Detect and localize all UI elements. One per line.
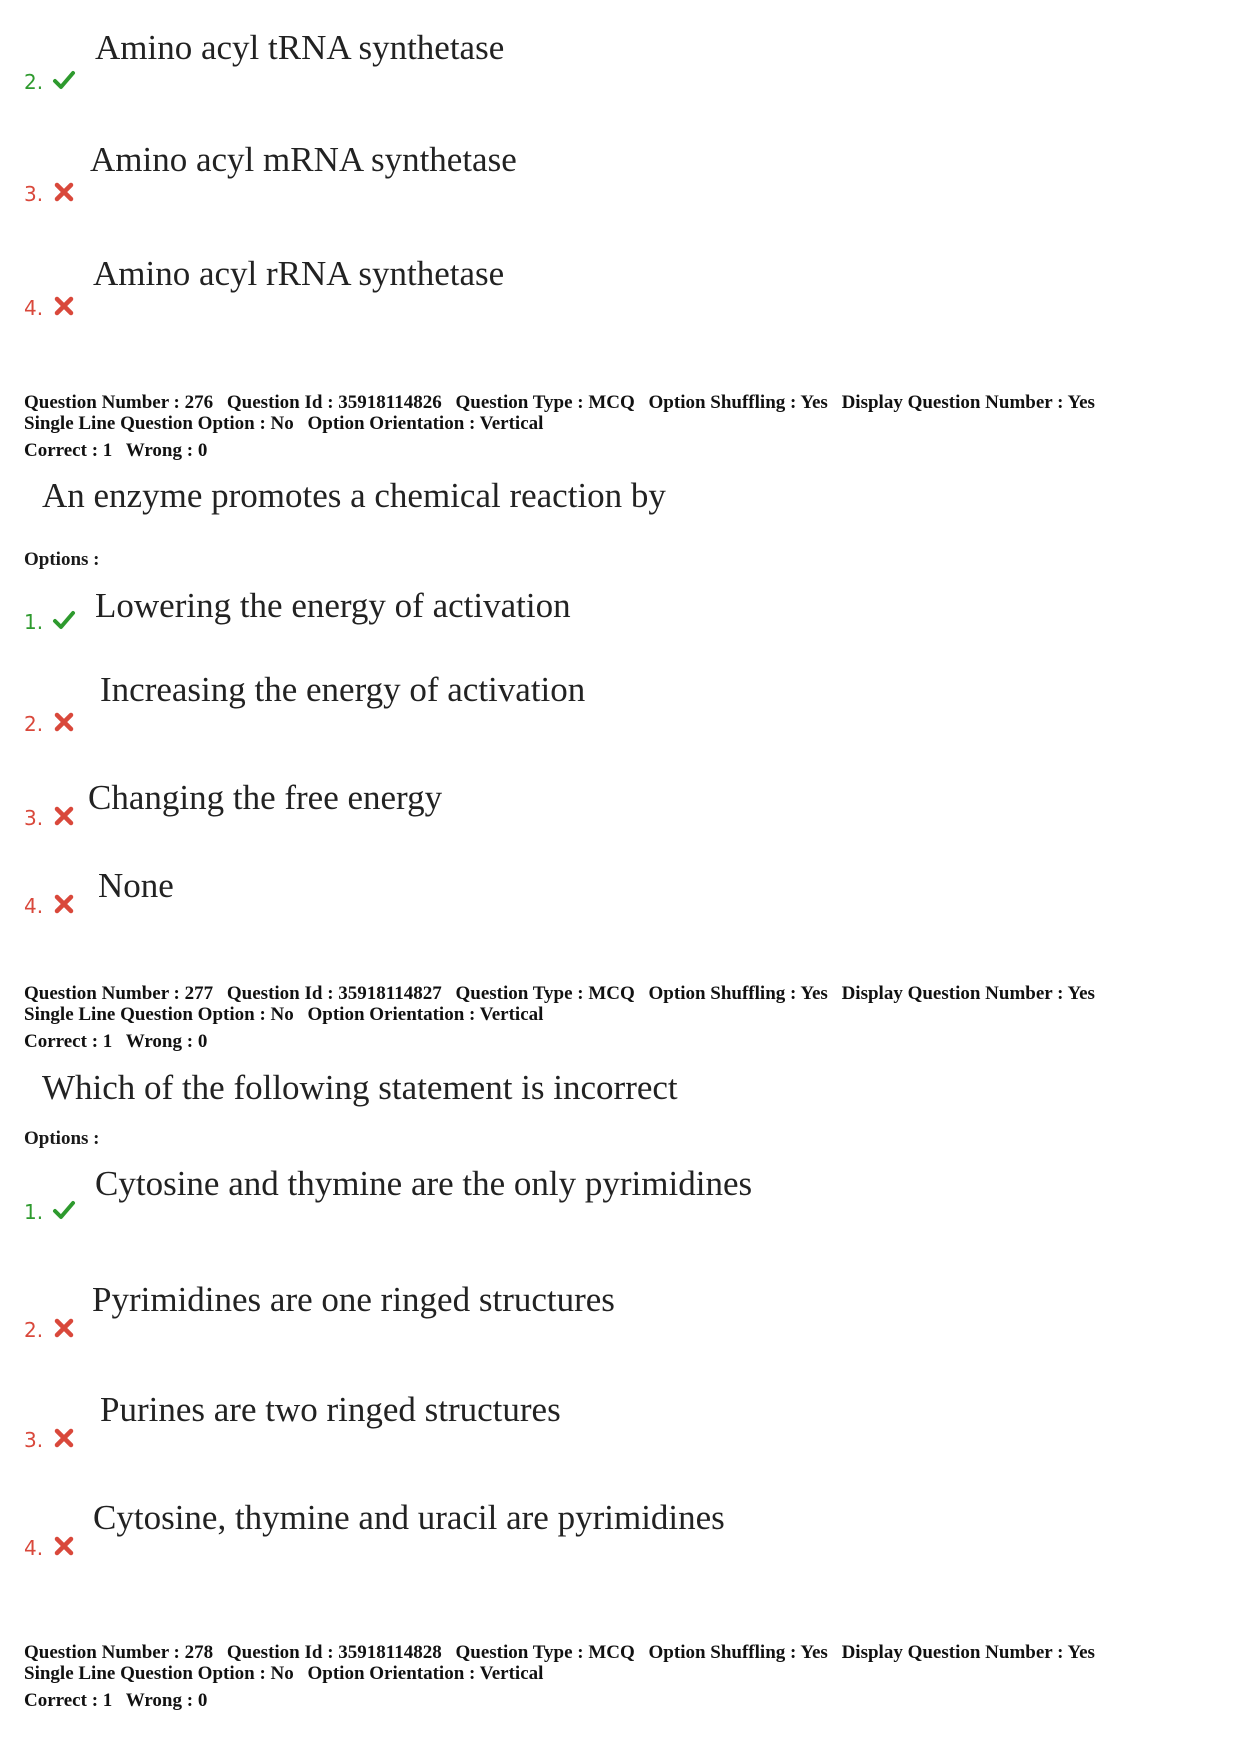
display-question-number: Display Question Number : Yes: [841, 983, 1095, 1004]
option-text: Purines are two ringed structures: [100, 1390, 561, 1429]
option-row: [0, 20, 1240, 100]
cross-icon: [52, 1426, 76, 1450]
option-shuffling: Option Shuffling : Yes: [648, 392, 828, 413]
option-text: Changing the free energy: [88, 778, 443, 817]
question-type: Question Type : MCQ: [455, 1642, 635, 1663]
option-row: [0, 246, 1240, 326]
single-line-option: Single Line Question Option : No: [24, 1663, 294, 1684]
option-row: [0, 1494, 1240, 1574]
option-row: [0, 1276, 1240, 1356]
cross-icon: [52, 1534, 76, 1558]
cross-icon: [52, 804, 76, 828]
display-question-number: Display Question Number : Yes: [841, 1642, 1095, 1663]
question-type: Question Type : MCQ: [455, 983, 635, 1004]
option-number: 4.: [24, 296, 44, 320]
wrong-marks: Wrong : 0: [125, 1690, 208, 1711]
option-text: Amino acyl tRNA synthetase: [95, 28, 505, 67]
option-row: [0, 1386, 1240, 1466]
question-marks: [24, 1690, 216, 1711]
option-text: Amino acyl mRNA synthetase: [90, 140, 517, 179]
correct-marks: Correct : 1: [24, 1031, 113, 1052]
check-icon: [52, 68, 76, 92]
option-row: [0, 866, 1240, 946]
question-number: Question Number : 278: [24, 1642, 214, 1663]
option-text: None: [98, 866, 174, 905]
option-shuffling: Option Shuffling : Yes: [648, 1642, 828, 1663]
option-number: 1.: [24, 1200, 44, 1224]
option-number: 3.: [24, 182, 44, 206]
option-text: Cytosine and thymine are the only pyrimidines: [95, 1164, 753, 1203]
question-number: Question Number : 276: [24, 392, 214, 413]
option-number: 2.: [24, 712, 44, 736]
option-text: Amino acyl rRNA synthetase: [93, 254, 505, 293]
check-icon: [52, 1198, 76, 1222]
option-orientation: Option Orientation : Vertical: [307, 1004, 544, 1025]
option-number: 4.: [24, 894, 44, 918]
option-row: [0, 670, 1240, 750]
display-question-number: Display Question Number : Yes: [841, 392, 1095, 413]
wrong-marks: Wrong : 0: [125, 440, 208, 461]
option-number: 3.: [24, 806, 44, 830]
option-row: [0, 1160, 1240, 1240]
question-stem: An enzyme promotes a chemical reaction by: [42, 476, 666, 515]
option-row: [0, 582, 1240, 662]
option-text: Cytosine, thymine and uracil are pyrimidines: [93, 1498, 725, 1537]
option-text: Lowering the energy of activation: [95, 586, 571, 625]
option-number: 3.: [24, 1428, 44, 1452]
option-shuffling: Option Shuffling : Yes: [648, 983, 828, 1004]
question-number: Question Number : 277: [24, 983, 214, 1004]
options-label: Options :: [24, 549, 100, 570]
option-number: 2.: [24, 1318, 44, 1342]
option-row: [0, 778, 1240, 858]
correct-marks: Correct : 1: [24, 440, 113, 461]
cross-icon: [52, 294, 76, 318]
option-number: 2.: [24, 70, 44, 94]
question-meta: [24, 983, 1104, 1025]
cross-icon: [52, 710, 76, 734]
question-marks: [24, 1031, 216, 1052]
check-icon: [52, 608, 76, 632]
option-orientation: Option Orientation : Vertical: [307, 413, 544, 434]
option-text: Pyrimidines are one ringed structures: [92, 1280, 615, 1319]
question-meta: [24, 1642, 1104, 1684]
option-number: 4.: [24, 1536, 44, 1560]
question-marks: [24, 440, 216, 461]
wrong-marks: Wrong : 0: [125, 1031, 208, 1052]
question-type: Question Type : MCQ: [455, 392, 635, 413]
cross-icon: [52, 892, 76, 916]
correct-marks: Correct : 1: [24, 1690, 113, 1711]
question-id: Question Id : 35918114827: [226, 983, 442, 1004]
single-line-option: Single Line Question Option : No: [24, 1004, 294, 1025]
question-id: Question Id : 35918114826: [226, 392, 442, 413]
option-row: [0, 132, 1240, 212]
question-meta: [24, 392, 1104, 434]
cross-icon: [52, 180, 76, 204]
single-line-option: Single Line Question Option : No: [24, 413, 294, 434]
option-number: 1.: [24, 610, 44, 634]
option-orientation: Option Orientation : Vertical: [307, 1663, 544, 1684]
options-label: Options :: [24, 1128, 100, 1149]
option-text: Increasing the energy of activation: [100, 670, 586, 709]
cross-icon: [52, 1316, 76, 1340]
question-id: Question Id : 35918114828: [226, 1642, 442, 1663]
question-stem: Which of the following statement is incorrect: [42, 1068, 678, 1107]
